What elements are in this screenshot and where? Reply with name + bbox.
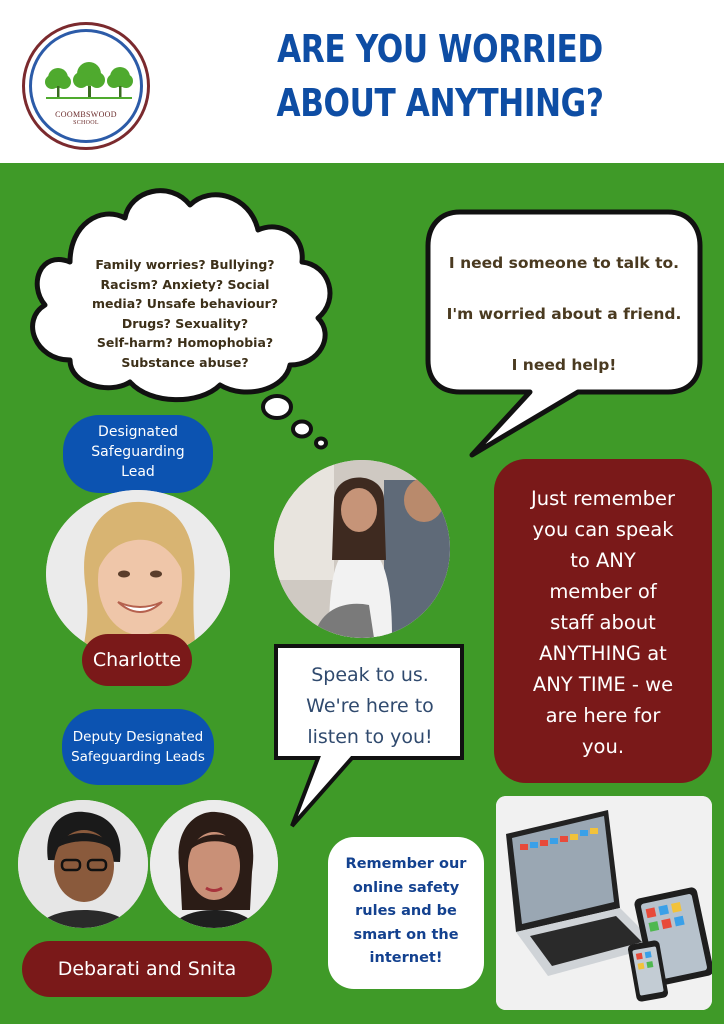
deputy-role-badge: [62, 709, 214, 785]
remember-line: ANY TIME - we: [532, 673, 674, 696]
thought-line: Substance abuse?: [121, 354, 249, 370]
title-line-2: ABOUT ANYTHING?: [276, 81, 604, 125]
online-line: internet!: [369, 950, 443, 966]
speak-line: Speak to us.: [311, 664, 429, 686]
dsl-role-line: Designated: [98, 424, 178, 440]
online-line: online safety: [352, 879, 460, 896]
snita-photo: [150, 800, 278, 928]
thought-line: Racism? Anxiety? Social: [100, 276, 270, 292]
laptop-tablet-phone-icon: [496, 796, 712, 1010]
online-line: rules and be: [355, 903, 457, 919]
remember-line: you can speak: [532, 518, 674, 541]
thought-line: Self-harm? Homophobia?: [96, 335, 274, 350]
remember-line: Just remember: [530, 487, 676, 510]
remember-line: ANYTHING at: [539, 642, 667, 665]
speak-line: We're here to: [306, 695, 434, 717]
speech-line: I'm worried about a friend.: [446, 305, 682, 323]
speak-bubble-text: [286, 660, 454, 753]
online-safety-box: [328, 837, 484, 989]
title-line-1: ARE YOU WORRIED: [277, 27, 603, 71]
person-icon: [150, 800, 278, 928]
speech-line: I need help!: [511, 356, 617, 374]
thought-line: media? Unsafe behaviour?: [91, 296, 279, 311]
logo-school-word: SCHOOL: [73, 120, 99, 126]
online-line: Remember our: [345, 856, 467, 872]
remember-line: you.: [581, 735, 625, 758]
thought-line: Drugs? Sexuality?: [121, 315, 249, 331]
speak-line: listen to you!: [307, 726, 433, 748]
charlotte-name-badge: Charlotte: [82, 634, 192, 686]
dsl-role-line: Safeguarding: [91, 444, 185, 460]
logo-school-name: COOMBSWOOD: [55, 110, 117, 119]
dsl-role-line: Lead: [121, 464, 155, 480]
thought-line: Family worries? Bullying?: [95, 257, 275, 272]
remember-line: staff about: [550, 611, 656, 634]
online-line: smart on the: [353, 926, 459, 943]
deputy-role-line: Deputy Designated: [72, 729, 204, 745]
debarati-photo: [18, 800, 148, 928]
speech-line: I need someone to talk to.: [448, 254, 680, 272]
person-icon: [18, 800, 148, 928]
deputy-role-line: Safeguarding Leads: [71, 749, 205, 765]
remember-line: are here for: [545, 704, 661, 727]
remember-line: to ANY: [570, 549, 636, 572]
devices-photo: [496, 796, 712, 1010]
remember-line: member of: [549, 580, 657, 603]
deputies-names-badge: Debarati and Snita: [22, 941, 272, 997]
